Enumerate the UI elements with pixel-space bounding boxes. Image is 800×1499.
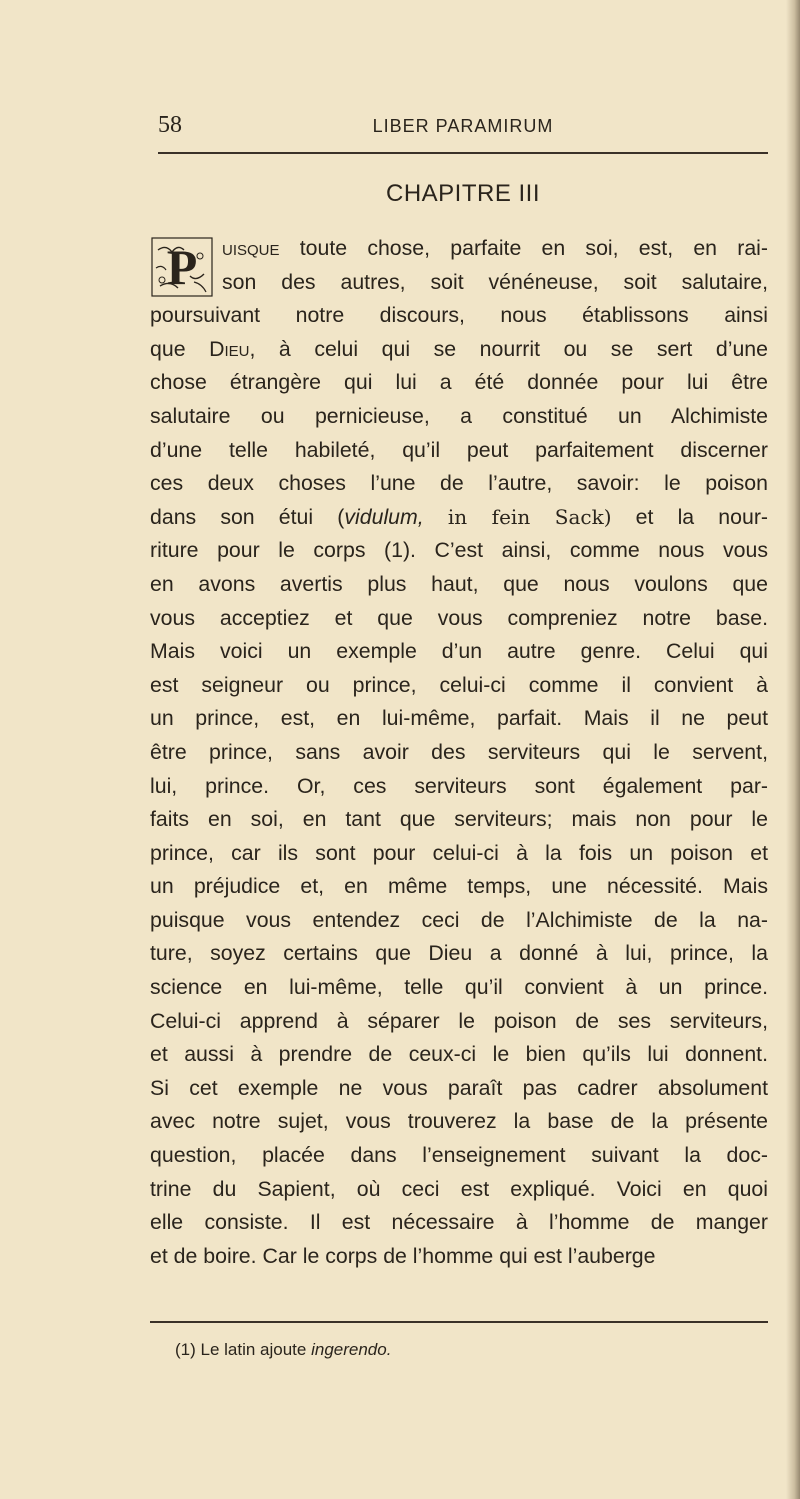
chapter-title: CHAPITRE III — [385, 180, 541, 207]
text-line: son des autres, soit vénéneuse, soit salutaire, — [222, 269, 768, 294]
text-line: ture, soyez certains que Dieu a donné à lui, prince, la — [150, 941, 768, 966]
page-number: 58 — [158, 112, 182, 138]
text-line: lui, prince. Or, ces serviteurs sont également par- — [150, 773, 768, 798]
text-line: prince, car ils sont pour celui-ci à la fois un poison et — [150, 840, 768, 865]
text-line: Si cet exemple ne vous paraît pas cadrer absolument — [150, 1075, 768, 1100]
text-line: riture pour le corps (1). C’est ainsi, comme nous vous — [150, 538, 768, 563]
german-fraktur-text: in fein Sack) — [447, 504, 612, 529]
drop-cap-letter: P — [166, 239, 198, 295]
text-line: question, placée dans l’enseignement suivant la doc- — [150, 1143, 768, 1168]
text-line: chose étrangère qui lui a été donnée pour lui être — [150, 370, 768, 395]
text-line: poursuivant notre discours, nous établissons ainsi — [150, 303, 768, 328]
text-line: faits en soi, en tant que serviteurs; mais non pour le — [150, 807, 768, 832]
text-line: que Dieu, à celui qui se nourrit ou se sert d’une — [150, 336, 768, 361]
page-edge-shadow — [786, 0, 800, 1499]
text-line: est seigneur ou prince, celui-ci comme il convient à — [150, 672, 768, 697]
text-line: et aussi à prendre de ceux-ci le bien qu’ils lui donnent. — [150, 1042, 768, 1067]
text-line: un prince, est, en lui-même, parfait. Mais il ne peut — [150, 706, 768, 731]
running-title: LIBER PARAMIRUM — [372, 116, 554, 136]
chapter-body — [150, 232, 768, 1273]
text-line: trine du Sapient, où ceci est expliqué. Voici en quoi — [150, 1176, 768, 1201]
text-line: elle consiste. Il est nécessaire à l’homme de manger — [150, 1210, 768, 1235]
footnote-italic-text: ingerendo. — [311, 1340, 392, 1359]
footnote-text: Le latin ajoute — [195, 1340, 312, 1359]
text-line: ces deux choses l’une de l’autre, savoir: le poison — [150, 471, 768, 496]
footnote-rule — [150, 1321, 768, 1323]
text-line: et de boire. Car le corps de l’homme qui est l’auberge — [150, 1243, 656, 1268]
text-line: dans son étui (vidulum, in fein Sack) et la nour- — [150, 504, 768, 529]
text-line: en avons avertis plus haut, que nous voulons que — [150, 571, 768, 596]
text-line: avec notre sujet, vous trouverez la base de la présente — [150, 1109, 768, 1134]
footnote — [175, 1340, 391, 1360]
text-line: un préjudice et, en même temps, une nécessité. Mais — [150, 874, 768, 899]
text-line: puisque vous entendez ceci de l’Alchimiste de la na- — [150, 907, 768, 932]
text-line: Mais voici un exemple d’un autre genre. Celui qui — [150, 639, 768, 664]
header-rule — [158, 152, 768, 154]
text-line: uisque toute chose, parfaite en soi, est, en rai- — [222, 236, 768, 260]
text-line: vous acceptiez et que vous compreniez notre base. — [150, 605, 768, 630]
page-header — [158, 112, 768, 146]
text-line: science en lui-même, telle qu’il convient à un prince. — [150, 975, 768, 1000]
footnote-marker: (1) — [175, 1340, 196, 1359]
text-line: être prince, sans avoir des serviteurs qui le servent, — [150, 739, 768, 764]
text-line: Celui-ci apprend à séparer le poison de ses serviteurs, — [150, 1008, 768, 1033]
text-line: d’une telle habileté, qu’il peut parfaitement discerner — [150, 437, 768, 462]
text-line: salutaire ou pernicieuse, a constitué un Alchimiste — [150, 403, 768, 428]
